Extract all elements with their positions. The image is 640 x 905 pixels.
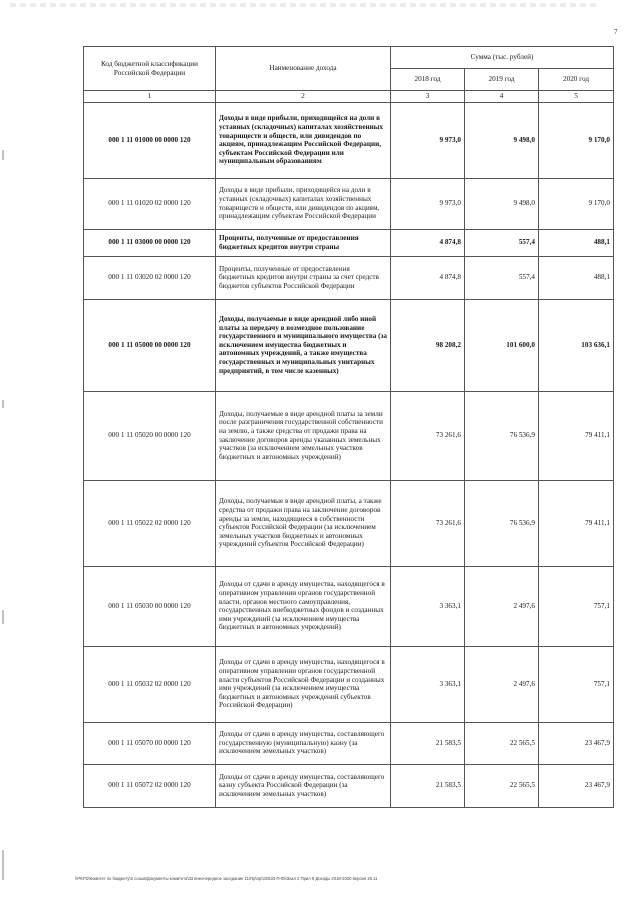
row-value-2019: 22 565,5 bbox=[465, 722, 539, 764]
row-code: 000 1 11 01020 02 0000 120 bbox=[84, 178, 216, 229]
row-value-2019: 557,4 bbox=[465, 256, 539, 299]
row-name: Доходы, получаемые в виде арендной платы за земли после разграничения государственной собственности на землю, а также средства от продажи права на заключение договоров аренды указанных земельных участков (за исключением земельных участков бюджетных и автономных учреждений) bbox=[216, 391, 391, 480]
header-year-2020: 2020 год bbox=[539, 69, 614, 91]
table-row bbox=[84, 764, 614, 807]
col-number: 5 bbox=[539, 91, 614, 103]
row-code: 000 1 11 05070 00 0000 120 bbox=[84, 722, 216, 764]
row-value-2018: 21 583,5 bbox=[391, 722, 465, 764]
table-row bbox=[84, 299, 614, 391]
scan-margin-mark bbox=[2, 850, 4, 880]
col-number: 3 bbox=[391, 91, 465, 103]
row-name: Доходы в виде прибыли, приходящейся на доли в уставных (складочных) капиталах хозяйственных товариществ и обществ, или дивидендов по акциям, принадлежащим субъектам Российской Федерации bbox=[216, 178, 391, 229]
table-row bbox=[84, 480, 614, 566]
header-name: Наименование дохода bbox=[216, 47, 391, 91]
scan-margin-mark bbox=[2, 610, 4, 624]
row-value-2018: 9 973,0 bbox=[391, 178, 465, 229]
row-name: Доходы от сдачи в аренду имущества, находящегося в оперативном управлении органов государственной власти субъектов Российской Федерации и созданных ими учреждений (за исключением имущества бюджетных и автономных учреждений субъектов Российской Федерации) bbox=[216, 646, 391, 722]
row-value-2020: 23 467,9 bbox=[539, 764, 614, 807]
row-value-2020: 757,1 bbox=[539, 566, 614, 646]
header-code: Код бюджетной классификации Российской Федерации bbox=[84, 47, 216, 91]
row-value-2018: 73 261,6 bbox=[391, 391, 465, 480]
row-value-2018: 98 208,2 bbox=[391, 299, 465, 391]
row-value-2018: 4 874,8 bbox=[391, 229, 465, 256]
row-name: Доходы в виде прибыли, приходящейся на доли в уставных (складочных) капиталах хозяйственных товариществ и обществ, или дивидендов по акциям, принадлежащим Российской Федерации, субъектам Российской Федерации или муниципальным образованиям bbox=[216, 102, 391, 178]
row-value-2020: 79 411,1 bbox=[539, 480, 614, 566]
row-value-2018: 4 874,8 bbox=[391, 256, 465, 299]
col-number: 2 bbox=[216, 91, 391, 103]
row-value-2020: 488,1 bbox=[539, 229, 614, 256]
row-value-2020: 103 636,1 bbox=[539, 299, 614, 391]
row-name: Доходы, получаемые в виде арендной платы, а также средства от продажи права на заключение договоров аренды за земли, находящиеся в собственности субъектов Российской Федерации (за исключением земельных участков бюджетных и автономных учреждений субъектов Российской Федерации) bbox=[216, 480, 391, 566]
page-number: 7 bbox=[614, 28, 618, 36]
row-value-2019: 9 498,0 bbox=[465, 102, 539, 178]
col-number: 4 bbox=[465, 91, 539, 103]
row-value-2019: 22 565,5 bbox=[465, 764, 539, 807]
row-value-2020: 23 467,9 bbox=[539, 722, 614, 764]
scan-artifact-strip bbox=[10, 3, 600, 7]
row-name: Доходы, получаемые в виде арендной либо иной платы за передачу в возмездное пользование государственного и муниципального имущества (за исключением имущества бюджетных и автономных учреждений, а также имущества государственных и муниципальных унитарных предприятий, в том числе казенных) bbox=[216, 299, 391, 391]
row-code: 000 1 11 05000 00 0000 120 bbox=[84, 299, 216, 391]
row-value-2018: 3 363,1 bbox=[391, 566, 465, 646]
row-value-2020: 488,1 bbox=[539, 256, 614, 299]
budget-revenue-table bbox=[83, 46, 614, 808]
header-sum: Сумма (тыс. рублей) bbox=[391, 47, 614, 69]
row-name: Доходы от сдачи в аренду имущества, находящегося в оперативном управлении органов государственной власти, органов местного самоуправления, государственных внебюджетных фондов и созданных ими учреждений (за исключением имущества бюджетных и автономных учреждений) bbox=[216, 566, 391, 646]
header-year-2018: 2018 год bbox=[391, 69, 465, 91]
row-name: Доходы от сдачи в аренду имущества, составляющего государственную (муниципальную) казну (за исключением земельных участков) bbox=[216, 722, 391, 764]
row-code: 000 1 11 01000 00 0000 120 bbox=[84, 102, 216, 178]
row-value-2018: 3 363,1 bbox=[391, 646, 465, 722]
row-name: Проценты, полученные от предоставления бюджетных кредитов внутри страны bbox=[216, 229, 391, 256]
scan-margin-mark bbox=[2, 400, 4, 408]
row-value-2020: 9 170,0 bbox=[539, 178, 614, 229]
scan-margin-mark bbox=[2, 150, 4, 160]
row-name: Доходы от сдачи в аренду имущества, составляющего казну субъекта Российской Федерации (за исключением земельных участков) bbox=[216, 764, 391, 807]
row-value-2019: 9 498,0 bbox=[465, 178, 539, 229]
row-value-2020: 757,1 bbox=[539, 646, 614, 722]
table-row bbox=[84, 178, 614, 229]
row-value-2020: 9 170,0 bbox=[539, 102, 614, 178]
row-value-2019: 101 600,0 bbox=[465, 299, 539, 391]
row-code: 000 1 11 03000 00 0000 120 bbox=[84, 229, 216, 256]
row-value-2019: 2 497,6 bbox=[465, 566, 539, 646]
row-code: 000 1 11 05020 00 0000 120 bbox=[84, 391, 216, 480]
row-value-2018: 73 261,6 bbox=[391, 480, 465, 566]
row-code: 000 1 11 05072 02 0000 120 bbox=[84, 764, 216, 807]
table-row bbox=[84, 722, 614, 764]
row-code: 000 1 11 03020 02 0000 120 bbox=[84, 256, 216, 299]
table-row bbox=[84, 256, 614, 299]
header-year-2019: 2019 год bbox=[465, 69, 539, 91]
row-code: 000 1 11 05022 02 0000 120 bbox=[84, 480, 216, 566]
row-code: 000 1 11 05030 00 0000 120 bbox=[84, 566, 216, 646]
table-row bbox=[84, 391, 614, 480]
file-path-footer: \\PKFD\Комитет по бюджету\2 созыв\Документы комитета\33 внеочередное заседание 11\Пр\пр\33\633-П-05\Закл 2 Прил 9 Доходы 2018-2020 версия 26.11 bbox=[75, 876, 378, 881]
table-row bbox=[84, 566, 614, 646]
col-number: 1 bbox=[84, 91, 216, 103]
row-value-2020: 79 411,1 bbox=[539, 391, 614, 480]
row-value-2018: 21 583,5 bbox=[391, 764, 465, 807]
row-code: 000 1 11 05032 02 0000 120 bbox=[84, 646, 216, 722]
table-row bbox=[84, 102, 614, 178]
row-value-2019: 2 497,6 bbox=[465, 646, 539, 722]
table-row bbox=[84, 646, 614, 722]
row-name: Проценты, полученные от предоставления бюджетных кредитов внутри страны за счет средств бюджетов субъектов Российской Федерации bbox=[216, 256, 391, 299]
row-value-2019: 557,4 bbox=[465, 229, 539, 256]
row-value-2019: 76 536,9 bbox=[465, 391, 539, 480]
table-row bbox=[84, 229, 614, 256]
row-value-2019: 76 536,9 bbox=[465, 480, 539, 566]
row-value-2018: 9 973,0 bbox=[391, 102, 465, 178]
